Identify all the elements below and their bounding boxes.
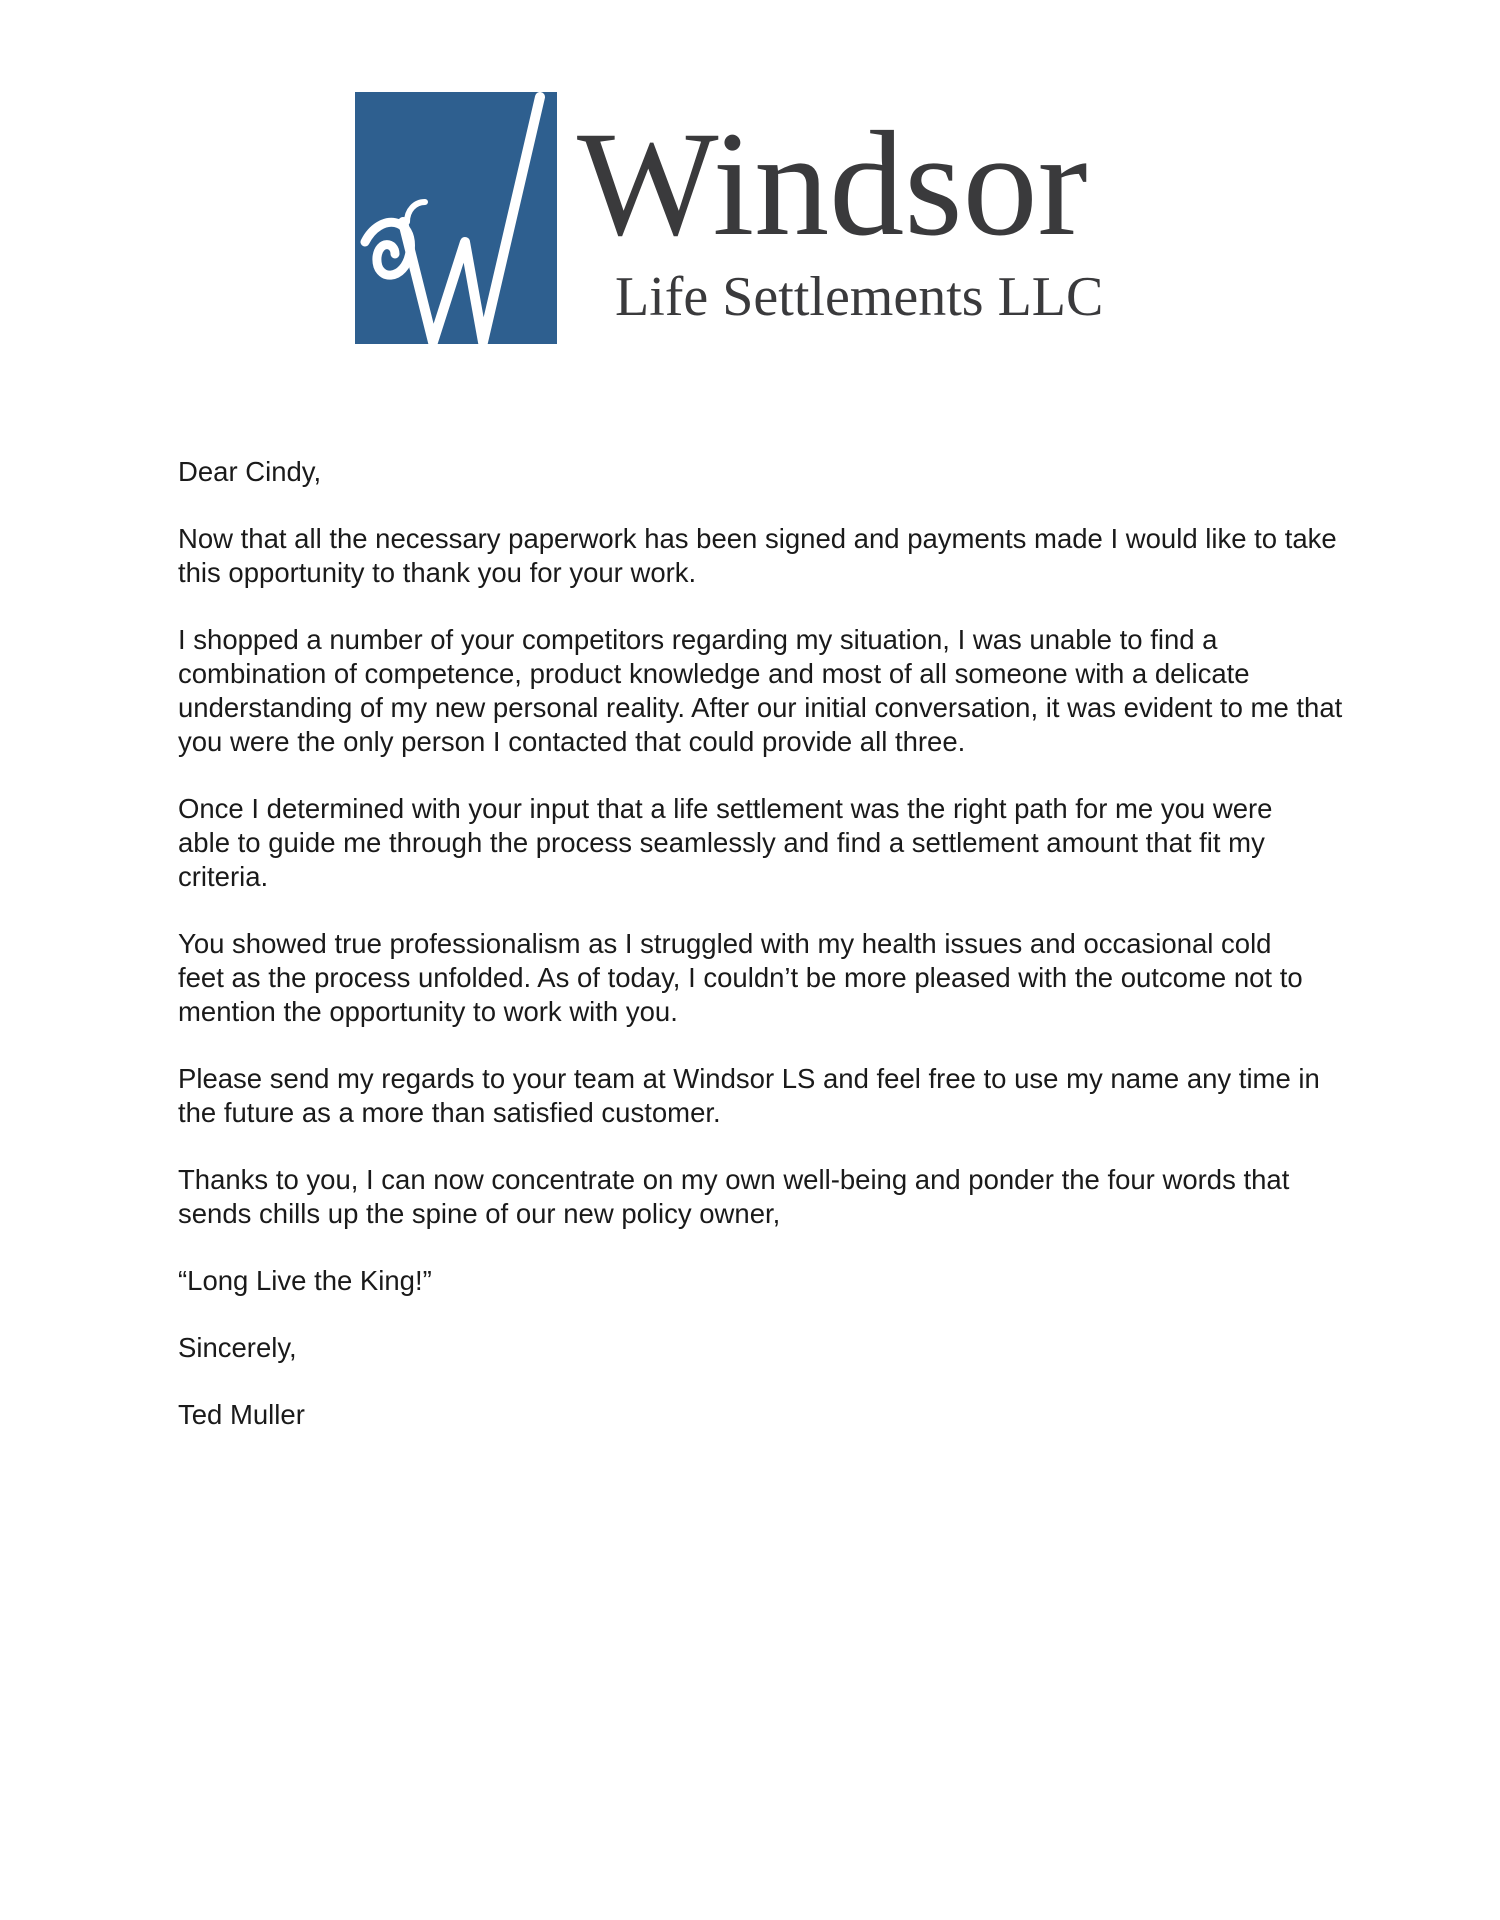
letter-paragraph: Please send my regards to your team at Windsor LS and feel free to use my name any time in the future as a more than satisfied customer. [178, 1063, 1320, 1128]
letter-paragraph: Once I determined with your input that a life settlement was the right path for me you were able to guide me through the process seamlessly and find a settlement amount that fit my criteria. [178, 793, 1273, 892]
signature-name: Ted Muller [178, 1399, 305, 1430]
closing-quote: “Long Live the King!” [178, 1265, 432, 1296]
logo-w-mark-icon [355, 92, 557, 344]
letter-paragraph: I shopped a number of your competitors regarding my situation, I was unable to find a combination of competence, product knowledge and most of all someone with a delicate understanding of my new personal reality. After our initial conversation, it was evident to me that you were the only person I contacted that could provide all three. [178, 624, 1343, 757]
closing: Sincerely, [178, 1332, 297, 1363]
company-logo [355, 92, 1155, 344]
letter-paragraph: Now that all the necessary paperwork has been signed and payments made I would like to take this opportunity to thank you for your work. [178, 523, 1337, 588]
salutation: Dear Cindy, [178, 456, 322, 487]
letter-paragraph: Thanks to you, I can now concentrate on my own well-being and ponder the four words that sends chills up the spine of our new policy owner, [178, 1164, 1290, 1229]
letter-body [178, 455, 1358, 1465]
logo-subtitle [615, 260, 1135, 330]
logo-wordmark [577, 114, 1137, 274]
logo-subtitle-text: Life Settlements LLC [615, 266, 1104, 328]
logo-name-text: Windsor [577, 114, 1088, 267]
letter-paragraph: You showed true professionalism as I struggled with my health issues and occasional cold feet as the process unfolded. As of today, I couldn’t be more pleased with the outcome not to mention the opportunity to work with you. [178, 928, 1303, 1027]
